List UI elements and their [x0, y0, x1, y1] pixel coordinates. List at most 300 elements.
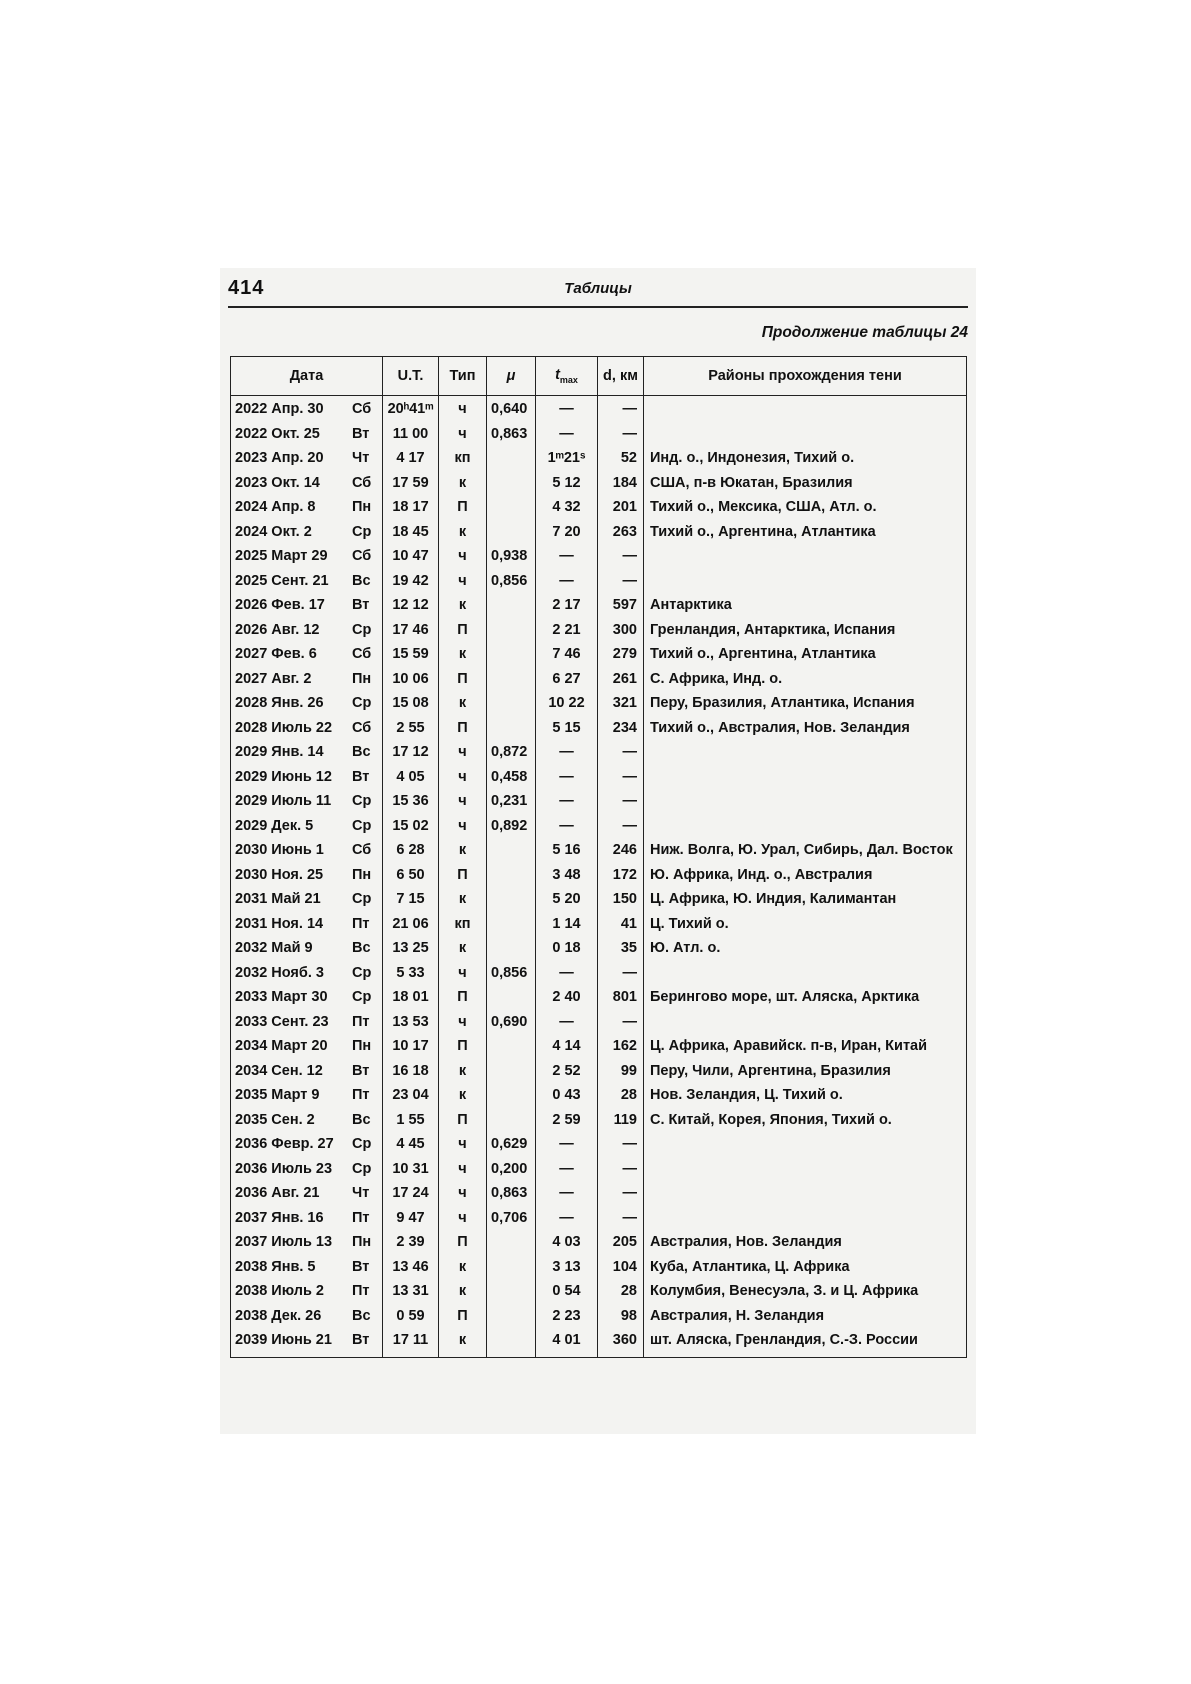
table-body	[231, 396, 967, 1358]
cell-d: 201	[598, 497, 644, 522]
cell-date	[231, 644, 383, 669]
cell-mu	[487, 1036, 536, 1061]
cell-region	[644, 396, 967, 424]
cell-mu	[487, 1061, 536, 1086]
cell-date-value: 2036 Июль 23	[235, 1160, 333, 1177]
cell-ut: 5 33	[383, 963, 439, 988]
cell-date-value: 2032 Нояб. 3	[235, 964, 324, 981]
cell-date-value: 2030 Июнь 1	[235, 842, 324, 858]
cell-region: Куба, Атлантика, Ц. Африка	[644, 1257, 967, 1282]
cell-tmax: 5 12	[536, 473, 598, 498]
table-row	[231, 1061, 967, 1086]
table-row	[231, 914, 967, 939]
cell-region: Перу, Чили, Аргентина, Бразилия	[644, 1061, 967, 1086]
cell-d: —	[598, 424, 644, 449]
cell-region: Ниж. Волга, Ю. Урал, Сибирь, Дал. Восток	[644, 840, 967, 865]
cell-region	[644, 1183, 967, 1208]
cell-type: П	[439, 620, 487, 645]
cell-date-value: 2035 Сен. 2	[235, 1111, 315, 1128]
cell-date-value: 2026 Фев. 17	[235, 597, 325, 613]
cell-mu: 0,458	[487, 767, 536, 792]
cell-ut: 16 18	[383, 1061, 439, 1086]
cell-date-value: 2027 Фев. 6	[235, 646, 317, 662]
cell-region: Тихий о., Австралия, Нов. Зеландия	[644, 718, 967, 743]
cell-d: 205	[598, 1232, 644, 1257]
table-row	[231, 669, 967, 694]
cell-tmax: —	[536, 1134, 598, 1159]
cell-date	[231, 914, 383, 939]
table-row	[231, 1085, 967, 1110]
cell-date	[231, 396, 383, 424]
cell-region: Колумбия, Венесуэла, З. и Ц. Африка	[644, 1281, 967, 1306]
table-row	[231, 1110, 967, 1135]
cell-ut: 4 05	[383, 767, 439, 792]
cell-ut: 10 06	[383, 669, 439, 694]
cell-ut: 17 46	[383, 620, 439, 645]
cell-date-value: 2022 Окт. 25	[235, 425, 320, 442]
cell-weekday: Ср	[352, 989, 372, 1005]
cell-date-value: 2028 Июль 22	[235, 719, 333, 736]
cell-region	[644, 1012, 967, 1037]
cell-region	[644, 791, 967, 816]
cell-date	[231, 1134, 383, 1159]
col-header-d: d, км	[598, 357, 644, 396]
cell-region: Нов. Зеландия, Ц. Тихий о.	[644, 1085, 967, 1110]
cell-type: к	[439, 1061, 487, 1086]
cell-date-value: 2029 Июль 11	[235, 793, 332, 809]
cell-mu	[487, 840, 536, 865]
page-number: 414	[228, 277, 265, 299]
col-header-tmax-subscript: max	[559, 374, 578, 385]
cell-type: ч	[439, 742, 487, 767]
cell-date-value: 2027 Авг. 2	[235, 670, 312, 687]
cell-date	[231, 1330, 383, 1357]
cell-tmax: 0 54	[536, 1281, 598, 1306]
cell-mu	[487, 1085, 536, 1110]
table-row	[231, 1036, 967, 1061]
cell-region: Австралия, Нов. Зеландия	[644, 1232, 967, 1257]
cell-ut: 18 01	[383, 987, 439, 1012]
table-row	[231, 644, 967, 669]
cell-region: Перу, Бразилия, Атлантика, Испания	[644, 693, 967, 718]
cell-tmax: 2 23	[536, 1306, 598, 1331]
cell-type: к	[439, 522, 487, 547]
table-row	[231, 816, 967, 841]
cell-date	[231, 938, 383, 963]
table-row	[231, 546, 967, 571]
cell-mu	[487, 1281, 536, 1306]
cell-date	[231, 889, 383, 914]
table-row	[231, 742, 967, 767]
table-row	[231, 595, 967, 620]
table-row	[231, 1306, 967, 1331]
cell-d: 28	[598, 1281, 644, 1306]
cell-ut: 13 31	[383, 1281, 439, 1306]
cell-tmax: 4 01	[536, 1330, 598, 1357]
col-header-mu-symbol: μ	[506, 368, 516, 384]
cell-mu	[487, 718, 536, 743]
cell-tmax: —	[536, 546, 598, 571]
cell-mu: 0,856	[487, 571, 536, 596]
cell-weekday: Чт	[352, 450, 370, 466]
cell-date	[231, 669, 383, 694]
cell-d: —	[598, 1183, 644, 1208]
cell-type: к	[439, 1257, 487, 1282]
cell-ut: 4 45	[383, 1134, 439, 1159]
cell-tmax: —	[536, 571, 598, 596]
cell-tmax: 2 21	[536, 620, 598, 645]
cell-mu: 0,640	[487, 396, 536, 424]
cell-mu	[487, 497, 536, 522]
cell-type: кп	[439, 914, 487, 939]
cell-type: к	[439, 840, 487, 865]
cell-d: 597	[598, 595, 644, 620]
cell-d: 99	[598, 1061, 644, 1086]
table-row	[231, 1232, 967, 1257]
cell-d: 52	[598, 448, 644, 473]
cell-weekday: Ср	[352, 964, 372, 981]
table-row	[231, 1183, 967, 1208]
cell-d: —	[598, 791, 644, 816]
cell-ut: 15 08	[383, 693, 439, 718]
cell-region: Ю. Атл. о.	[644, 938, 967, 963]
cell-tmax: 4 32	[536, 497, 598, 522]
cell-weekday: Сб	[352, 401, 372, 417]
cell-weekday: Ср	[352, 1160, 372, 1177]
table-row	[231, 1012, 967, 1037]
cell-type: П	[439, 987, 487, 1012]
cell-tmax: 2 40	[536, 987, 598, 1012]
cell-d: —	[598, 1134, 644, 1159]
cell-ut: 13 25	[383, 938, 439, 963]
cell-mu	[487, 1330, 536, 1357]
cell-tmax: 6 27	[536, 669, 598, 694]
cell-tmax: —	[536, 1208, 598, 1233]
cell-region: шт. Аляска, Гренландия, С.-З. России	[644, 1330, 967, 1357]
col-header-tmax-symbol: t	[555, 367, 560, 384]
cell-mu	[487, 473, 536, 498]
table-row	[231, 1159, 967, 1184]
cell-mu	[487, 1110, 536, 1135]
cell-ut: 6 28	[383, 840, 439, 865]
cell-region: Ю. Африка, Инд. о., Австралия	[644, 865, 967, 890]
cell-type: кп	[439, 448, 487, 473]
cell-weekday: Сб	[352, 646, 372, 662]
cell-mu: 0,690	[487, 1012, 536, 1037]
cell-date	[231, 963, 383, 988]
cell-date	[231, 1257, 383, 1282]
cell-weekday: Пн	[352, 1038, 372, 1054]
cell-weekday: Вт	[352, 1062, 370, 1079]
cell-region: Гренландия, Антарктика, Испания	[644, 620, 967, 645]
cell-tmax: 10 22	[536, 693, 598, 718]
cell-d: 801	[598, 987, 644, 1012]
cell-date	[231, 1061, 383, 1086]
cell-date-value: 2029 Янв. 14	[235, 744, 324, 760]
cell-date-value: 2026 Авг. 12	[235, 621, 320, 638]
table-row	[231, 1257, 967, 1282]
cell-date-value: 2029 Июнь 12	[235, 768, 332, 785]
cell-mu	[487, 865, 536, 890]
cell-type: к	[439, 1281, 487, 1306]
table-header-row	[231, 357, 967, 396]
cell-mu	[487, 595, 536, 620]
col-header-mu	[487, 357, 536, 396]
cell-weekday: Пт	[352, 915, 370, 932]
table-row	[231, 571, 967, 596]
cell-tmax: 4 14	[536, 1036, 598, 1061]
cell-date	[231, 546, 383, 571]
table-row	[231, 889, 967, 914]
cell-type: П	[439, 669, 487, 694]
cell-date	[231, 742, 383, 767]
cell-d: 246	[598, 840, 644, 865]
table-row	[231, 522, 967, 547]
cell-mu	[487, 448, 536, 473]
cell-date-value: 2031 Май 21	[235, 891, 321, 907]
cell-tmax: 0 18	[536, 938, 598, 963]
cell-date-value: 2034 Март 20	[235, 1038, 328, 1054]
col-header-regions: Районы прохождения тени	[644, 357, 967, 396]
cell-type: к	[439, 473, 487, 498]
cell-type: ч	[439, 767, 487, 792]
cell-tmax: 5 15	[536, 718, 598, 743]
cell-ut: 19 42	[383, 571, 439, 596]
cell-type: к	[439, 595, 487, 620]
cell-date-value: 2025 Сент. 21	[235, 572, 329, 589]
cell-date-value: 2036 Авг. 21	[235, 1185, 320, 1201]
table-row	[231, 473, 967, 498]
cell-date-value: 2025 Март 29	[235, 548, 328, 564]
cell-region	[644, 546, 967, 571]
table-row	[231, 620, 967, 645]
cell-d: 150	[598, 889, 644, 914]
cell-ut: 17 12	[383, 742, 439, 767]
cell-ut: 18 45	[383, 522, 439, 547]
cell-weekday: Ср	[352, 891, 372, 907]
cell-date	[231, 1232, 383, 1257]
cell-type: к	[439, 693, 487, 718]
table-row	[231, 987, 967, 1012]
cell-d: 234	[598, 718, 644, 743]
cell-tmax: 4 03	[536, 1232, 598, 1257]
cell-tmax: —	[536, 1159, 598, 1184]
cell-tmax: —	[536, 767, 598, 792]
cell-weekday: Сб	[352, 842, 372, 858]
cell-tmax: 3 13	[536, 1257, 598, 1282]
cell-mu	[487, 987, 536, 1012]
cell-mu	[487, 644, 536, 669]
cell-region: Тихий о., Аргентина, Атлантика	[644, 522, 967, 547]
cell-ut: 11 00	[383, 424, 439, 449]
cell-d: 162	[598, 1036, 644, 1061]
cell-region: Берингово море, шт. Аляска, Арктика	[644, 987, 967, 1012]
cell-region: С. Китай, Корея, Япония, Тихий о.	[644, 1110, 967, 1135]
cell-ut: 4 17	[383, 448, 439, 473]
cell-weekday: Вс	[352, 572, 371, 589]
cell-region: Ц. Тихий о.	[644, 914, 967, 939]
cell-date-value: 2036 Февр. 27	[235, 1136, 334, 1152]
cell-date	[231, 473, 383, 498]
running-header	[228, 272, 968, 308]
table-row	[231, 1330, 967, 1357]
cell-d: —	[598, 963, 644, 988]
cell-d: 261	[598, 669, 644, 694]
cell-date	[231, 1110, 383, 1135]
cell-type: к	[439, 1085, 487, 1110]
cell-weekday: Вт	[352, 425, 370, 442]
cell-date-value: 2039 Июнь 21	[235, 1332, 332, 1348]
cell-type: ч	[439, 1134, 487, 1159]
cell-ut: 10 17	[383, 1036, 439, 1061]
cell-date-value: 2024 Окт. 2	[235, 523, 312, 540]
cell-weekday: Пт	[352, 1283, 370, 1299]
cell-mu	[487, 914, 536, 939]
cell-ut: 18 17	[383, 497, 439, 522]
cell-d: —	[598, 1208, 644, 1233]
cell-weekday: Чт	[352, 1185, 370, 1201]
cell-region	[644, 963, 967, 988]
cell-tmax: 2 52	[536, 1061, 598, 1086]
cell-date-value: 2037 Июль 13	[235, 1234, 333, 1250]
cell-date-value: 2037 Янв. 16	[235, 1209, 324, 1226]
cell-type: к	[439, 938, 487, 963]
cell-region: Австралия, Н. Зеландия	[644, 1306, 967, 1331]
cell-mu: 0,863	[487, 1183, 536, 1208]
cell-ut: 23 04	[383, 1085, 439, 1110]
cell-weekday: Сб	[352, 719, 372, 736]
cell-type: к	[439, 644, 487, 669]
table-row	[231, 718, 967, 743]
col-header-type: Тип	[439, 357, 487, 396]
cell-date	[231, 767, 383, 792]
cell-mu	[487, 620, 536, 645]
cell-tmax: —	[536, 1012, 598, 1037]
cell-d: 172	[598, 865, 644, 890]
col-header-date: Дата	[231, 357, 383, 396]
cell-type: ч	[439, 963, 487, 988]
table-row	[231, 448, 967, 473]
cell-tmax: —	[536, 1183, 598, 1208]
cell-d: 321	[598, 693, 644, 718]
cell-region: Инд. о., Индонезия, Тихий о.	[644, 448, 967, 473]
cell-ut: 1 55	[383, 1110, 439, 1135]
cell-ut: 10 31	[383, 1159, 439, 1184]
cell-weekday: Вс	[352, 1307, 371, 1324]
cell-region: Тихий о., Мексика, США, Атл. о.	[644, 497, 967, 522]
table-row	[231, 767, 967, 792]
cell-d: 104	[598, 1257, 644, 1282]
cell-date-value: 2031 Ноя. 14	[235, 915, 324, 932]
cell-type: ч	[439, 1208, 487, 1233]
cell-mu	[487, 522, 536, 547]
cell-tmax: —	[536, 816, 598, 841]
cell-mu	[487, 938, 536, 963]
col-header-tmax	[536, 357, 598, 396]
cell-d: 98	[598, 1306, 644, 1331]
cell-region	[644, 1134, 967, 1159]
cell-d: 360	[598, 1330, 644, 1357]
cell-date	[231, 1281, 383, 1306]
cell-ut: 15 36	[383, 791, 439, 816]
cell-d: 300	[598, 620, 644, 645]
cell-d: —	[598, 396, 644, 424]
cell-date	[231, 497, 383, 522]
cell-type: ч	[439, 1012, 487, 1037]
cell-weekday: Ср	[352, 817, 372, 834]
cell-date-value: 2030 Ноя. 25	[235, 866, 324, 883]
cell-region	[644, 1208, 967, 1233]
cell-tmax: 5 20	[536, 889, 598, 914]
cell-d: —	[598, 1012, 644, 1037]
cell-date-value: 2038 Дек. 26	[235, 1307, 322, 1324]
cell-type: ч	[439, 546, 487, 571]
cell-type: П	[439, 1110, 487, 1135]
cell-mu: 0,872	[487, 742, 536, 767]
table-row	[231, 963, 967, 988]
table-continuation-caption: Продолжение таблицы 24	[761, 324, 968, 341]
cell-tmax: 5 16	[536, 840, 598, 865]
cell-ut: 13 46	[383, 1257, 439, 1282]
cell-date-value: 2035 Март 9	[235, 1087, 320, 1103]
cell-weekday: Пт	[352, 1209, 370, 1226]
cell-region	[644, 424, 967, 449]
cell-ut: 6 50	[383, 865, 439, 890]
cell-weekday: Вс	[352, 1111, 371, 1128]
cell-ut: 15 02	[383, 816, 439, 841]
cell-date-value: 2029 Дек. 5	[235, 817, 314, 834]
cell-date	[231, 718, 383, 743]
cell-weekday: Пн	[352, 866, 372, 883]
cell-d: 263	[598, 522, 644, 547]
cell-ut: 15 59	[383, 644, 439, 669]
cell-region: Ц. Африка, Аравийск. п-в, Иран, Китай	[644, 1036, 967, 1061]
cell-weekday: Ср	[352, 695, 372, 711]
cell-weekday: Пн	[352, 670, 372, 687]
cell-mu	[487, 693, 536, 718]
cell-d: 119	[598, 1110, 644, 1135]
cell-d: 279	[598, 644, 644, 669]
table-row	[231, 1208, 967, 1233]
cell-weekday: Пт	[352, 1013, 370, 1030]
cell-date-value: 2023 Апр. 20	[235, 450, 324, 466]
cell-ut: 17 24	[383, 1183, 439, 1208]
cell-ut: 0 59	[383, 1306, 439, 1331]
eclipse-table	[230, 356, 967, 1358]
cell-mu: 0,200	[487, 1159, 536, 1184]
cell-ut: 12 12	[383, 595, 439, 620]
cell-d: 41	[598, 914, 644, 939]
cell-tmax: 0 43	[536, 1085, 598, 1110]
cell-region	[644, 742, 967, 767]
table-row	[231, 396, 967, 424]
cell-ut: 7 15	[383, 889, 439, 914]
cell-mu: 0,863	[487, 424, 536, 449]
cell-region	[644, 571, 967, 596]
cell-mu: 0,629	[487, 1134, 536, 1159]
cell-tmax: 2 59	[536, 1110, 598, 1135]
cell-type: ч	[439, 816, 487, 841]
table-row	[231, 791, 967, 816]
cell-weekday: Вт	[352, 768, 370, 785]
cell-mu: 0,892	[487, 816, 536, 841]
cell-type: П	[439, 1232, 487, 1257]
cell-weekday: Пт	[352, 1087, 370, 1103]
cell-date	[231, 865, 383, 890]
cell-type: П	[439, 1306, 487, 1331]
cell-d: —	[598, 767, 644, 792]
cell-weekday: Вт	[352, 1332, 370, 1348]
